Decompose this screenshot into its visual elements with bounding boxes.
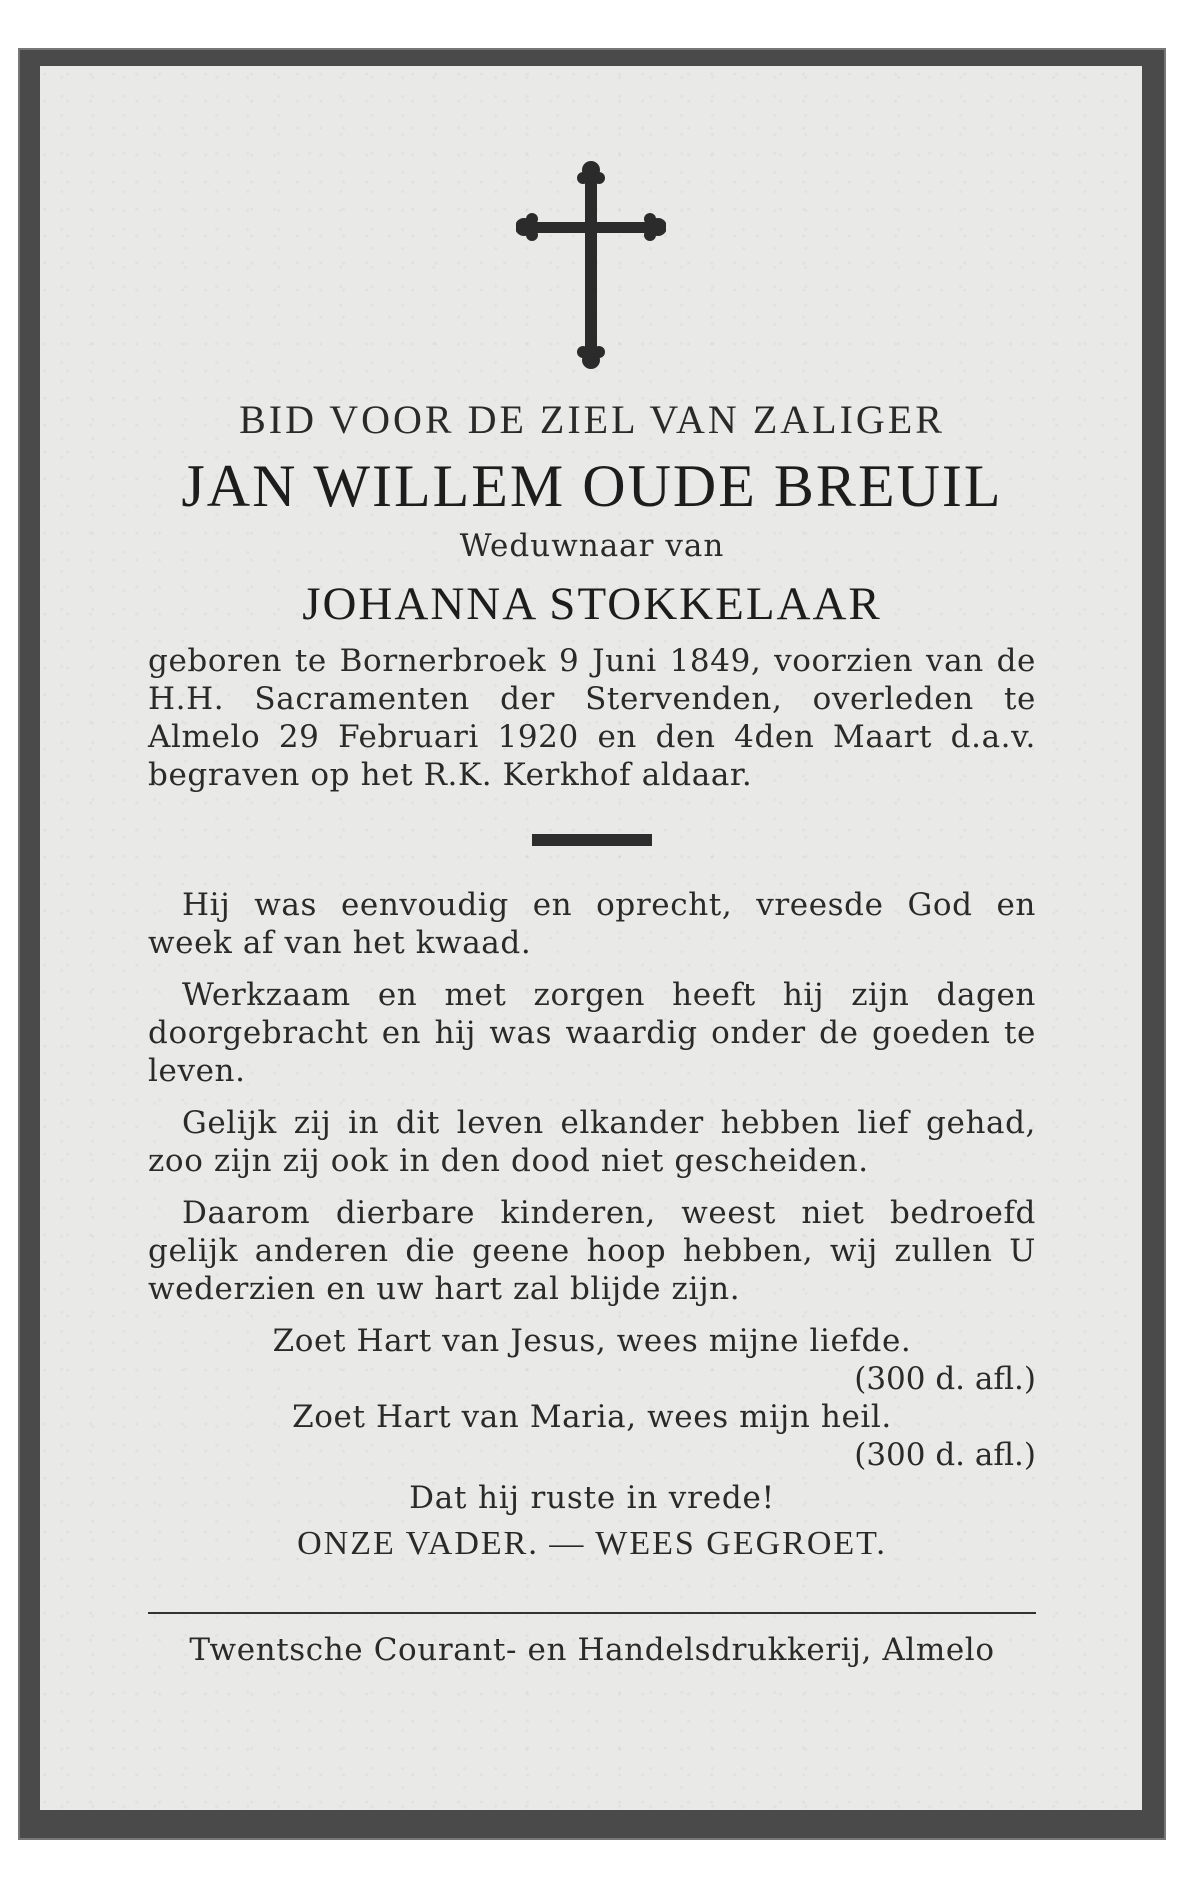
indulgence-note: (300 d. afl.) [854,1361,1036,1397]
biography: geboren te Bornerbroek 9 Juni 1849, voorzien van de H.H. Sacramenten der Stervenden, overleden te Almelo 29 Februari 1920 en den 4den Maart d.a.v. begraven op het R.K. Kerkhof aldaar. [148,643,1036,793]
spouse-name: JOHANNA STOKKELAAR [302,578,882,630]
paragraph: Gelijk zij in dit leven elkander hebben lief gehad, zoo zijn zij ook in den dood niet gescheiden. [148,1105,1036,1179]
paragraph: Werkzaam en met zorgen heeft hij zijn dagen doorgebracht en hij was waardig onder de goeden te leven. [148,977,1036,1089]
prayer-line: Zoet Hart van Maria, wees mijn heil. [292,1399,892,1435]
prayer-line: Zoet Hart van Jesus, wees mijne liefde. [272,1323,912,1359]
card-text [148,396,1036,1672]
prayer-heading: BID VOOR DE ZIEL VAN ZALIGER [239,397,945,442]
printer-credit: Twentsche Courant- en Handelsdrukkerij, Almelo [189,1632,995,1668]
relation-label: Weduwnaar van [459,528,725,564]
deceased-name: JAN WILLEM OUDE BREUIL [181,453,1003,519]
memorial-card [18,48,1166,1840]
indulgence-note: (300 d. afl.) [854,1437,1036,1473]
divider [532,834,652,846]
footer-divider [148,1612,1036,1614]
card-paper [40,66,1142,1810]
paragraph: Hij was eenvoudig en oprecht, vreesde God en week af van het kwaad. [148,887,1036,961]
rest-in-peace: Dat hij ruste in vrede! [409,1480,775,1516]
closing-prayers: ONZE VADER. — WEES GEGROET. [297,1525,887,1562]
paragraph: Daarom dierbare kinderen, weest niet bedroefd gelijk anderen die geene hoop hebben, wij zullen U wederzien en uw hart zal blijde zijn. [148,1195,1036,1307]
cross-icon [516,156,666,376]
